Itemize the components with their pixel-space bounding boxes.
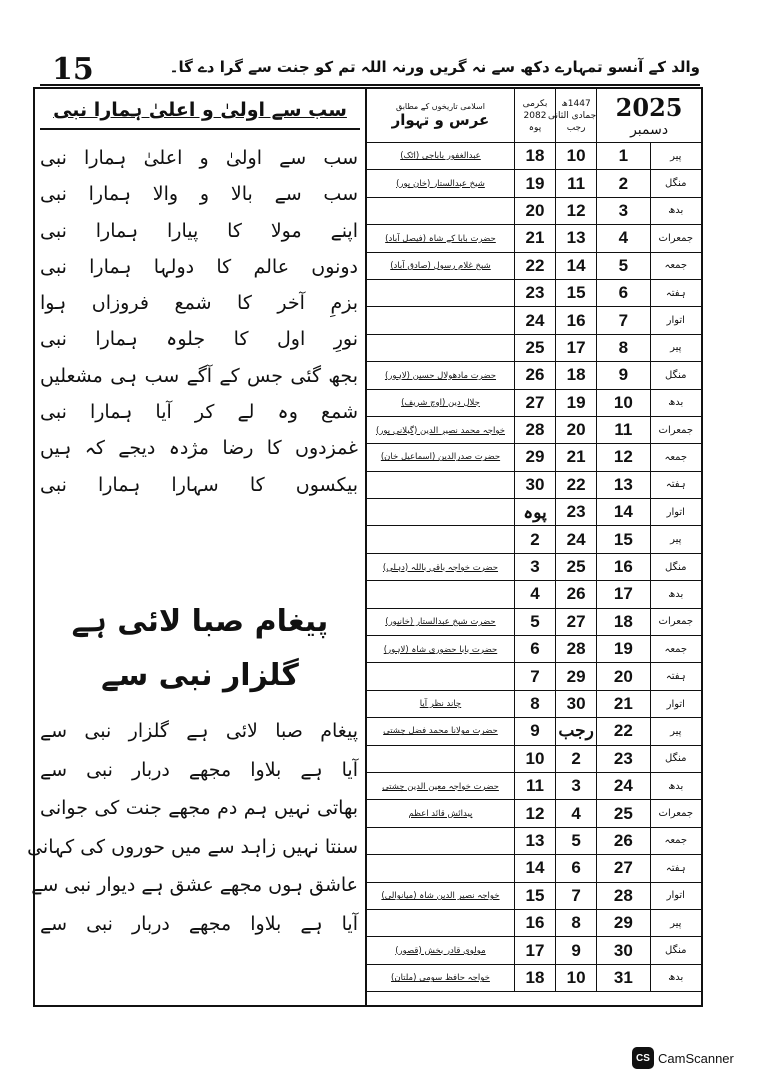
hijri-header	[548, 89, 597, 143]
gregorian-date-cell: 3	[597, 197, 650, 224]
bikrami-label: بکرمی	[522, 98, 548, 109]
calendar-row	[367, 389, 702, 416]
calendar-row	[367, 608, 702, 635]
bikrami-date-cell: 5	[514, 608, 555, 635]
bikrami-date-cell: 13	[514, 827, 555, 854]
hijri-date-cell: 24	[556, 526, 597, 553]
event-cell: خواجہ نصیر الدین شاہ (میانوالی)	[367, 882, 515, 909]
hijri-date-cell: 27	[556, 608, 597, 635]
bikrami-date-cell: 23	[514, 279, 555, 306]
bikrami-date-cell: 6	[514, 636, 555, 663]
event-cell	[367, 334, 515, 361]
weekday-cell: ہفتہ	[650, 279, 701, 306]
poem-two	[27, 712, 358, 943]
event-cell	[367, 745, 515, 772]
gregorian-date-cell: 23	[597, 745, 650, 772]
bikrami-date-cell: 11	[514, 772, 555, 799]
bikrami-date-cell: 14	[514, 855, 555, 882]
event-cell: حضرت بابا کے شاہ (فیصل آباد)	[367, 225, 515, 252]
weekday-cell: اتوار	[650, 690, 701, 717]
event-cell: حضرت خواجہ معین الدین چشتی	[367, 772, 515, 799]
poem-two-headline: پیغام صبا لائی ہے	[71, 604, 329, 639]
event-cell: پیدائش قائد اعظم	[367, 800, 515, 827]
calendar-row	[367, 444, 702, 471]
calendar-row	[367, 279, 702, 306]
calendar-row	[367, 499, 702, 526]
event-cell	[367, 581, 515, 608]
calendar-row	[367, 964, 702, 991]
bikrami-date-cell: 12	[514, 800, 555, 827]
camscanner-logo: CS	[632, 1047, 654, 1069]
gregorian-date-cell: 16	[597, 553, 650, 580]
poem-line: دونوں عالم کا دولہا ہمارا نبی	[40, 255, 358, 278]
hijri-date-cell: 4	[556, 800, 597, 827]
event-cell: حضرت خواجہ باقی باللہ (دہلی)	[367, 553, 515, 580]
bikrami-year: 2082	[523, 110, 547, 121]
calendar-row	[367, 690, 702, 717]
event-cell: حضرت بابا حضوری شاہ (لاہور)	[367, 636, 515, 663]
calendar-row	[367, 855, 702, 882]
event-cell: عبدالغفور باباجی (اٹک)	[367, 143, 515, 170]
weekday-cell: اتوار	[650, 882, 701, 909]
hijri-date-cell: 29	[556, 663, 597, 690]
gregorian-date-cell: 31	[597, 964, 650, 991]
poem-line: آیا ہے بلاوا مجھے دربار نبی سے	[40, 758, 358, 781]
gregorian-date-cell: 11	[597, 416, 650, 443]
weekday-cell: جمعرات	[650, 800, 701, 827]
hijri-date-cell: 20	[556, 416, 597, 443]
event-cell: شیخ غلام رسول (صادق آباد)	[367, 252, 515, 279]
gregorian-date-cell: 7	[597, 307, 650, 334]
gregorian-date-cell: 9	[597, 362, 650, 389]
weekday-cell: پیر	[650, 718, 701, 745]
gregorian-date-cell: 21	[597, 690, 650, 717]
gregorian-month: دسمبر	[630, 122, 669, 138]
gregorian-date-cell: 25	[597, 800, 650, 827]
calendar-row	[367, 745, 702, 772]
hijri-date-cell: 19	[556, 389, 597, 416]
hijri-date-cell: 5	[556, 827, 597, 854]
poem-line: اپنے مولا کا پیارا ہمارا نبی	[40, 219, 358, 242]
weekday-cell: بدھ	[650, 197, 701, 224]
poem-line: سب سے بالا و والا ہمارا نبی	[40, 183, 358, 206]
bikrami-date-cell: 20	[514, 197, 555, 224]
hijri-date-cell: 11	[556, 170, 597, 197]
gregorian-date-cell: 28	[597, 882, 650, 909]
poem-line: سنتا نہیں زاہد سے میں حوروں کی کہانی	[27, 835, 358, 858]
weekday-cell: جمعرات	[650, 608, 701, 635]
gregorian-date-cell: 27	[597, 855, 650, 882]
gregorian-year: 2025	[615, 93, 683, 122]
hijri-date-cell: 2	[556, 745, 597, 772]
gregorian-date-cell: 4	[597, 225, 650, 252]
hijri-date-cell: 22	[556, 471, 597, 498]
event-cell	[367, 909, 515, 936]
camscanner-text: CamScanner	[658, 1050, 734, 1066]
hijri-date-cell: 30	[556, 690, 597, 717]
poem-line: غمزدوں کا رضا مژدہ دیجے کہ ہیں	[40, 437, 358, 460]
poem-line: سب سے اولیٰ و اعلیٰ ہمارا نبی	[40, 147, 358, 169]
poem-line: بجھ گئی جس کے آگے سب ہی مشعلیں	[40, 364, 358, 387]
hijri-label: جمادی الثانی	[548, 110, 597, 121]
poem-line: عاشق ہوں مجھے عشق ہے دیوار نبی سے	[31, 874, 358, 896]
weekday-cell: جمعہ	[650, 827, 701, 854]
hijri-date-cell: 16	[556, 307, 597, 334]
gregorian-date-cell: 15	[597, 526, 650, 553]
bikrami-date-cell: 15	[514, 882, 555, 909]
calendar-row	[367, 937, 702, 964]
bikrami-date-cell: 2	[514, 526, 555, 553]
poem-line: شمع وہ لے کر آیا ہمارا نبی	[40, 401, 358, 424]
calendar-row	[367, 553, 702, 580]
weekday-cell: اتوار	[650, 499, 701, 526]
calendar-row	[367, 362, 702, 389]
weekday-cell: ہفتہ	[650, 471, 701, 498]
event-cell	[367, 663, 515, 690]
gregorian-date-cell: 6	[597, 279, 650, 306]
gregorian-date-cell: 2	[597, 170, 650, 197]
event-cell: خواجہ حافظ سومی (ملتان)	[367, 964, 515, 991]
bikrami-date-cell: 19	[514, 170, 555, 197]
calendar-row	[367, 882, 702, 909]
event-cell: حضرت مادھولال حسین (لاہور)	[367, 362, 515, 389]
weekday-cell: بدھ	[650, 389, 701, 416]
calendar-row	[367, 334, 702, 361]
event-cell: حضرت صدرالدین (اسماعیل خان)	[367, 444, 515, 471]
weekday-cell: جمعہ	[650, 636, 701, 663]
hijri-date-cell: 10	[556, 964, 597, 991]
header-divider	[40, 84, 700, 86]
hijri-date-cell: 7	[556, 882, 597, 909]
event-cell	[367, 526, 515, 553]
gregorian-date-cell: 22	[597, 718, 650, 745]
calendar-row	[367, 143, 702, 170]
bikrami-month: پوہ	[528, 122, 542, 133]
weekday-cell: پیر	[650, 526, 701, 553]
calendar-row	[367, 909, 702, 936]
weekday-cell: بدھ	[650, 772, 701, 799]
event-cell: خواجہ محمد نصیر الدین (گیلانی پور)	[367, 416, 515, 443]
event-cell: جلال دین (اوچ شریف)	[367, 389, 515, 416]
calendar-row	[367, 663, 702, 690]
poem-title: سب سے اولیٰ و اعلیٰ ہمارا نبی	[40, 92, 360, 130]
hijri-date-cell: 12	[556, 197, 597, 224]
gregorian-date-cell: 19	[597, 636, 650, 663]
calendar-row	[367, 471, 702, 498]
event-cell	[367, 499, 515, 526]
calendar-row	[367, 581, 702, 608]
calendar-row	[367, 170, 702, 197]
header-quote: والد کے آنسو تمہارے دکھ سے نہ گریں ورنہ اللہ تم کو جنت سے گرا دے گا۔	[169, 58, 700, 76]
calendar-row	[367, 225, 702, 252]
page-number: 15	[52, 52, 94, 87]
calendar-row	[367, 636, 702, 663]
weekday-cell: منگل	[650, 937, 701, 964]
bikrami-date-cell: 3	[514, 553, 555, 580]
bikrami-date-cell: 27	[514, 389, 555, 416]
weekday-cell: منگل	[650, 170, 701, 197]
hijri-date-cell: 15	[556, 279, 597, 306]
poem-two-subheadline: گلزار نبی سے	[101, 658, 299, 693]
gregorian-date-cell: 8	[597, 334, 650, 361]
hijri-date-cell: 23	[556, 499, 597, 526]
weekday-cell: ہفتہ	[650, 855, 701, 882]
calendar-row	[367, 772, 702, 799]
gregorian-date-cell: 20	[597, 663, 650, 690]
events-header-title: عرس و تہوار	[391, 111, 490, 129]
weekday-cell: ہفتہ	[650, 663, 701, 690]
bikrami-date-cell: 7	[514, 663, 555, 690]
bikrami-date-cell: 18	[514, 964, 555, 991]
weekday-cell: جمعہ	[650, 252, 701, 279]
bikrami-date-cell: 22	[514, 252, 555, 279]
bikrami-date-cell: 9	[514, 718, 555, 745]
hijri-date-cell: رجب	[556, 718, 597, 745]
poem-line: آیا ہے بلاوا مجھے دربار نبی سے	[40, 912, 358, 935]
calendar-row	[367, 416, 702, 443]
weekday-cell: جمعرات	[650, 225, 701, 252]
bikrami-date-cell: 28	[514, 416, 555, 443]
bikrami-date-cell: 17	[514, 937, 555, 964]
hijri-date-cell: 9	[556, 937, 597, 964]
gregorian-header	[597, 89, 702, 143]
events-header	[367, 89, 515, 143]
calendar-table	[366, 88, 702, 992]
event-cell	[367, 279, 515, 306]
poem-line: نورِ اول کا جلوہ ہمارا نبی	[40, 328, 358, 351]
hijri-month: رجب	[566, 122, 586, 133]
poem-one	[40, 140, 358, 503]
hijri-date-cell: 18	[556, 362, 597, 389]
hijri-date-cell: 14	[556, 252, 597, 279]
bikrami-date-cell: 30	[514, 471, 555, 498]
bikrami-date-cell: 16	[514, 909, 555, 936]
bikrami-date-cell: 26	[514, 362, 555, 389]
weekday-cell: بدھ	[650, 964, 701, 991]
hijri-date-cell: 8	[556, 909, 597, 936]
gregorian-date-cell: 17	[597, 581, 650, 608]
calendar-row	[367, 827, 702, 854]
gregorian-date-cell: 14	[597, 499, 650, 526]
bikrami-date-cell: 29	[514, 444, 555, 471]
camscanner-watermark	[632, 1047, 734, 1069]
hijri-date-cell: 26	[556, 581, 597, 608]
weekday-cell: پیر	[650, 909, 701, 936]
event-cell: مولوی قادر بخش (قصور)	[367, 937, 515, 964]
weekday-cell: منگل	[650, 553, 701, 580]
event-cell	[367, 855, 515, 882]
calendar-row	[367, 307, 702, 334]
gregorian-date-cell: 26	[597, 827, 650, 854]
calendar-row	[367, 526, 702, 553]
bikrami-date-cell: 18	[514, 143, 555, 170]
bikrami-date-cell: 24	[514, 307, 555, 334]
event-cell	[367, 471, 515, 498]
weekday-cell: اتوار	[650, 307, 701, 334]
event-cell	[367, 307, 515, 334]
calendar-header-row	[367, 89, 702, 143]
hijri-year: 1447ھ	[561, 98, 591, 109]
event-cell	[367, 827, 515, 854]
weekday-cell: منگل	[650, 745, 701, 772]
gregorian-date-cell: 24	[597, 772, 650, 799]
bikrami-date-cell: 21	[514, 225, 555, 252]
event-cell: حضرت شیخ عبدالستار (خانپور)	[367, 608, 515, 635]
bikrami-date-cell: پوہ	[514, 499, 555, 526]
bikrami-date-cell: 25	[514, 334, 555, 361]
gregorian-date-cell: 5	[597, 252, 650, 279]
bikrami-date-cell: 10	[514, 745, 555, 772]
weekday-cell: پیر	[650, 334, 701, 361]
calendar-row	[367, 252, 702, 279]
poem-line: بیکسوں کا سہارا ہمارا نبی	[40, 473, 358, 496]
event-cell: شیخ عبدالستار (خان پور)	[367, 170, 515, 197]
hijri-date-cell: 10	[556, 143, 597, 170]
calendar-row	[367, 800, 702, 827]
hijri-date-cell: 21	[556, 444, 597, 471]
hijri-date-cell: 3	[556, 772, 597, 799]
weekday-cell: منگل	[650, 362, 701, 389]
gregorian-date-cell: 18	[597, 608, 650, 635]
bikrami-date-cell: 8	[514, 690, 555, 717]
poem-line: بھاتی نہیں ہم دم مجھے جنت کی جوانی	[40, 797, 358, 819]
gregorian-date-cell: 12	[597, 444, 650, 471]
event-cell	[367, 197, 515, 224]
event-cell: چاند نظر آیا	[367, 690, 515, 717]
poem-line: بزمِ آخر کا شمع فروزاں ہوا	[40, 292, 358, 315]
gregorian-date-cell: 1	[597, 143, 650, 170]
gregorian-date-cell: 29	[597, 909, 650, 936]
weekday-cell: پیر	[650, 143, 701, 170]
calendar-row	[367, 718, 702, 745]
weekday-cell: بدھ	[650, 581, 701, 608]
gregorian-date-cell: 10	[597, 389, 650, 416]
calendar-row	[367, 197, 702, 224]
weekday-cell: جمعرات	[650, 416, 701, 443]
gregorian-date-cell: 13	[597, 471, 650, 498]
poem-line: پیغام صبا لائی ہے گلزار نبی سے	[40, 720, 358, 742]
bikrami-date-cell: 4	[514, 581, 555, 608]
hijri-date-cell: 13	[556, 225, 597, 252]
gregorian-date-cell: 30	[597, 937, 650, 964]
hijri-date-cell: 25	[556, 553, 597, 580]
event-cell: حضرت مولانا محمد فضل چشتی	[367, 718, 515, 745]
hijri-date-cell: 28	[556, 636, 597, 663]
events-header-subtitle: اسلامی تاریخوں کے مطابق	[396, 102, 485, 111]
hijri-date-cell: 17	[556, 334, 597, 361]
hijri-date-cell: 6	[556, 855, 597, 882]
weekday-cell: جمعہ	[650, 444, 701, 471]
